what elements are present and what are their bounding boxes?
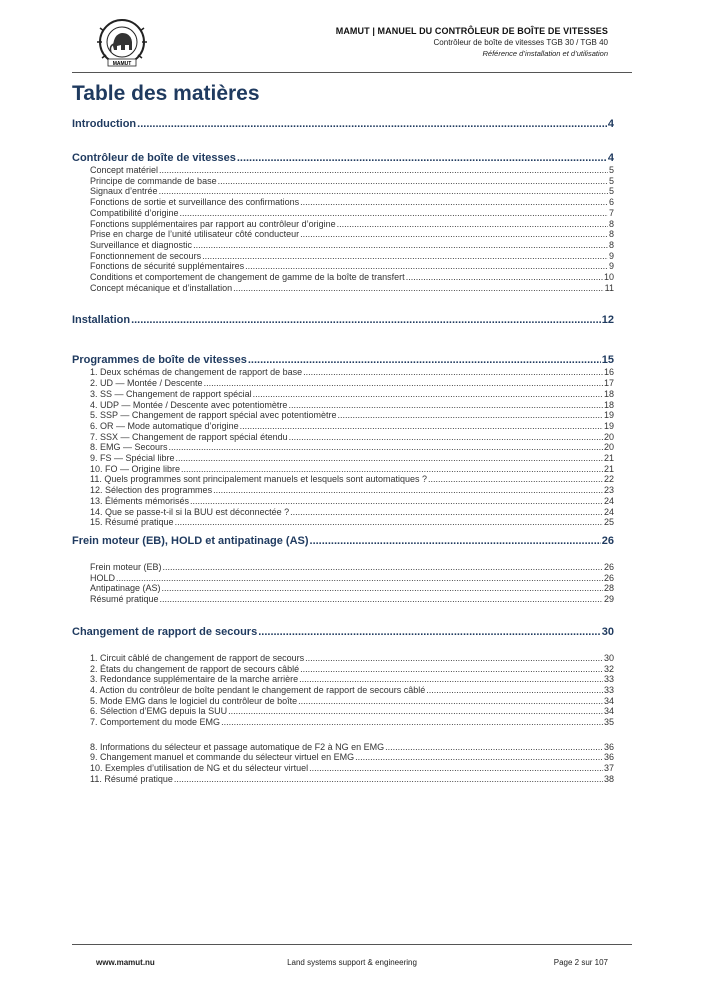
toc-item-page: 35: [603, 717, 614, 728]
toc-entry-title: Frein moteur (EB), HOLD et antipatinage (AS): [72, 534, 309, 547]
toc-item[interactable]: [72, 421, 614, 432]
toc-item-title: 11. Quels programmes sont principalement manuels et lesquels sont automatiques ?: [90, 474, 428, 485]
toc-item[interactable]: [72, 464, 614, 475]
toc-item-title: 4. UDP — Montée / Descente avec potentiomètre: [90, 399, 288, 410]
toc-item-title: 6. OR — Mode automatique d’origine: [90, 420, 239, 431]
toc-item-page: 24: [603, 495, 614, 506]
footer-tagline: Land systems support & engineering: [287, 958, 417, 967]
toc-item-title: Surveillance et diagnostic: [90, 239, 193, 250]
toc-section-installation[interactable]: [72, 313, 614, 327]
toc-item-page: 17: [603, 378, 614, 389]
toc-entry-page: 30: [601, 625, 614, 638]
toc-entry-title: Contrôleur de boîte de vitesses: [72, 152, 236, 164]
toc-item[interactable]: [72, 562, 614, 573]
toc-item-page: 19: [603, 420, 614, 431]
toc-item[interactable]: [72, 653, 614, 664]
svg-text:MAMUT: MAMUT: [112, 61, 132, 67]
toc-item-title: 2. UD — Montée / Descente: [90, 378, 203, 389]
toc-item-title: Compatibilité d’origine: [90, 207, 179, 218]
toc-item-page: 8: [608, 218, 614, 229]
toc-item[interactable]: [72, 229, 614, 240]
footer-divider: [72, 944, 632, 945]
toc-item-title: Principe de commande de base: [90, 175, 217, 186]
toc-item[interactable]: [72, 197, 614, 208]
toc-item-page: 10: [603, 272, 614, 283]
toc-item-title: 9. FS — Spécial libre: [90, 453, 175, 464]
toc-item-page: 9: [608, 250, 614, 261]
toc-section-secours[interactable]: [72, 625, 614, 639]
toc-item-page: 25: [603, 517, 614, 528]
toc-item-title: Résumé pratique: [90, 594, 159, 605]
toc-item-page: 34: [603, 695, 614, 706]
toc-item-title: Concept matériel: [90, 165, 159, 175]
toc-item[interactable]: [72, 696, 614, 707]
toc-item[interactable]: [72, 208, 614, 219]
toc-item-title: Frein moteur (EB): [90, 561, 162, 572]
toc-item[interactable]: [72, 400, 614, 411]
toc-item-page: 36: [603, 741, 614, 752]
toc-item-page: 20: [603, 431, 614, 442]
toc-item-title: 3. SS — Changement de rapport spécial: [90, 388, 252, 399]
toc-item-page: 23: [603, 485, 614, 496]
toc-item-title: Fonctions de sécurité supplémentaires: [90, 261, 245, 272]
toc-item[interactable]: [72, 367, 614, 378]
toc-item[interactable]: [72, 485, 614, 496]
toc-item[interactable]: [72, 685, 614, 696]
toc-item[interactable]: [72, 432, 614, 443]
toc-item-page: 9: [608, 261, 614, 272]
toc-item-title: 6. Sélection d’EMG depuis la SUU: [90, 706, 228, 717]
toc-item[interactable]: [72, 763, 614, 774]
toc-item-page: 19: [603, 410, 614, 421]
header-title: MAMUT | MANUEL DU CONTRÔLEUR DE BOÎTE DE VITESSES: [335, 26, 608, 36]
toc-item-title: 5. SSP — Changement de rapport spécial avec potentiomètre: [90, 410, 337, 421]
toc-section-frein[interactable]: [72, 534, 614, 548]
footer-website-link[interactable]: www.mamut.nu: [96, 958, 155, 967]
toc-item-page: 33: [603, 684, 614, 695]
toc-item-title: 10. FO — Origine libre: [90, 463, 181, 474]
toc-entry-page: 15: [601, 354, 614, 367]
toc-item-title: 12. Sélection des programmes: [90, 485, 213, 496]
page-title: Table des matières: [72, 82, 260, 105]
toc-item-page: 18: [603, 399, 614, 410]
toc-item-page: 37: [603, 763, 614, 774]
toc-item-page: 38: [603, 773, 614, 784]
toc-item-title: 3. Redondance supplémentaire de la marche arrière: [90, 674, 299, 685]
toc-item-page: 11: [604, 282, 614, 293]
toc-item[interactable]: [72, 774, 614, 785]
toc-item-title: Prise en charge de l’unité utilisateur côté conducteur: [90, 229, 300, 240]
toc-item[interactable]: [72, 219, 614, 230]
toc-item-title: 1. Circuit câblé de changement de rapport de secours: [90, 652, 305, 663]
toc-item[interactable]: [72, 442, 614, 453]
toc-item-page: 29: [603, 594, 614, 605]
toc-item-page: 8: [608, 229, 614, 240]
toc-item[interactable]: [72, 378, 614, 389]
toc-item-title: Concept mécanique et d’installation: [90, 282, 233, 293]
toc-item[interactable]: [72, 251, 614, 262]
toc-item[interactable]: [72, 752, 614, 763]
toc-item-page: 8: [608, 239, 614, 250]
toc-item[interactable]: [72, 742, 614, 753]
toc-item-page: 26: [603, 572, 614, 583]
toc-item-title: 9. Changement manuel et commande du sélecteur virtuel en EMG: [90, 752, 355, 763]
toc-item-title: Antipatinage (AS): [90, 583, 161, 594]
toc-item-page: 5: [608, 186, 614, 197]
toc-item-title: 5. Mode EMG dans le logiciel du contrôleur de boîte: [90, 695, 298, 706]
toc-item[interactable]: [72, 165, 614, 176]
toc-item-page: 22: [603, 474, 614, 485]
toc-item-title: Fonctionnement de secours: [90, 250, 202, 261]
toc-item[interactable]: [72, 583, 614, 594]
toc-item[interactable]: [72, 474, 614, 485]
toc-item-title: 8. EMG — Secours: [90, 442, 168, 453]
toc-item-page: 5: [608, 175, 614, 186]
toc-item-title: 7. Comportement du mode EMG: [90, 717, 221, 728]
toc-item-page: 30: [603, 652, 614, 663]
toc-entry-page: 12: [601, 314, 614, 327]
header-divider: [72, 72, 632, 73]
toc-item[interactable]: [72, 410, 614, 421]
toc-entry-page: 4: [607, 152, 614, 164]
toc-item[interactable]: [72, 240, 614, 251]
toc-item-page: 21: [603, 453, 614, 464]
toc-item-title: 1. Deux schémas de changement de rapport de base: [90, 367, 303, 378]
toc-item-page: 26: [603, 561, 614, 572]
toc-entry-title: Introduction: [72, 118, 137, 130]
mamut-logo-icon: [94, 16, 150, 68]
toc-item-page: 28: [603, 583, 614, 594]
toc-item-page: 20: [603, 442, 614, 453]
toc-section-programmes[interactable]: [72, 353, 614, 367]
toc-item-title: 14. Que se passe-t-il si la BUU est déconnectée ?: [90, 506, 290, 517]
toc-item[interactable]: [72, 706, 614, 717]
toc-item-page: 16: [603, 367, 614, 378]
toc-item-page: 21: [603, 463, 614, 474]
toc-item[interactable]: [72, 186, 614, 197]
toc-item[interactable]: [72, 664, 614, 675]
toc-item[interactable]: [72, 594, 614, 605]
header-subtitle: Contrôleur de boîte de vitesses TGB 30 / TGB 40: [433, 38, 608, 47]
toc-item[interactable]: [72, 674, 614, 685]
toc-item-title: 7. SSX — Changement de rapport spécial étendu: [90, 431, 288, 442]
toc-entry-title: Programmes de boîte de vitesses: [72, 354, 247, 367]
toc-item-title: 11. Résumé pratique: [90, 773, 173, 784]
toc-item-title: 4. Action du contrôleur de boîte pendant le changement de rapport de secours câblé: [90, 684, 426, 695]
toc-item-page: 7: [608, 207, 614, 218]
toc-item-page: 32: [603, 663, 614, 674]
toc-item[interactable]: [72, 261, 614, 272]
toc-section-controleur[interactable]: [72, 151, 614, 165]
toc-item[interactable]: [72, 176, 614, 187]
toc-item[interactable]: [72, 717, 614, 728]
toc-item-title: 8. Informations du sélecteur et passage automatique de F2 à NG en EMG: [90, 741, 385, 752]
toc-item-page: 36: [603, 752, 614, 763]
toc-item-page: 5: [608, 165, 614, 175]
toc-entry-title: Installation: [72, 314, 131, 327]
header-reference: Référence d’installation et d’utilisation: [482, 49, 608, 58]
toc-item-title: 2. États du changement de rapport de secours câblé: [90, 663, 300, 674]
toc-item[interactable]: [72, 389, 614, 400]
toc-item-title: Fonctions de sortie et surveillance des confirmations: [90, 197, 300, 208]
toc-section-introduction[interactable]: [72, 117, 614, 131]
toc-item-title: 13. Éléments mémorisés: [90, 495, 190, 506]
toc-entry-page: 26: [601, 534, 614, 547]
toc-entry-title: Changement de rapport de secours: [72, 625, 258, 638]
toc-item-page: 34: [603, 706, 614, 717]
toc-item[interactable]: [72, 283, 614, 294]
toc-item[interactable]: [72, 453, 614, 464]
table-of-contents: [72, 117, 614, 785]
footer-page-number: Page 2 sur 107: [553, 958, 608, 967]
toc-item-page: 6: [608, 197, 614, 208]
toc-item-title: Signaux d’entrée: [90, 186, 158, 197]
toc-item-title: Conditions et comportement de changement de gamme de la boîte de transfert: [90, 272, 405, 283]
toc-item[interactable]: [72, 507, 614, 518]
toc-item-title: 10. Exemples d’utilisation de NG et du sélecteur virtuel: [90, 763, 309, 774]
toc-item[interactable]: [72, 496, 614, 507]
toc-item-title: Fonctions supplémentaires par rapport au contrôleur d’origine: [90, 218, 336, 229]
toc-item-title: 15. Résumé pratique: [90, 517, 174, 528]
toc-item[interactable]: [72, 272, 614, 283]
toc-item-title: HOLD: [90, 572, 116, 583]
toc-item-page: 18: [603, 388, 614, 399]
toc-entry-page: 4: [607, 118, 614, 130]
toc-item-page: 24: [603, 506, 614, 517]
toc-item[interactable]: [72, 517, 614, 528]
toc-item[interactable]: [72, 573, 614, 584]
toc-item-page: 33: [603, 674, 614, 685]
page-header: [72, 14, 632, 72]
